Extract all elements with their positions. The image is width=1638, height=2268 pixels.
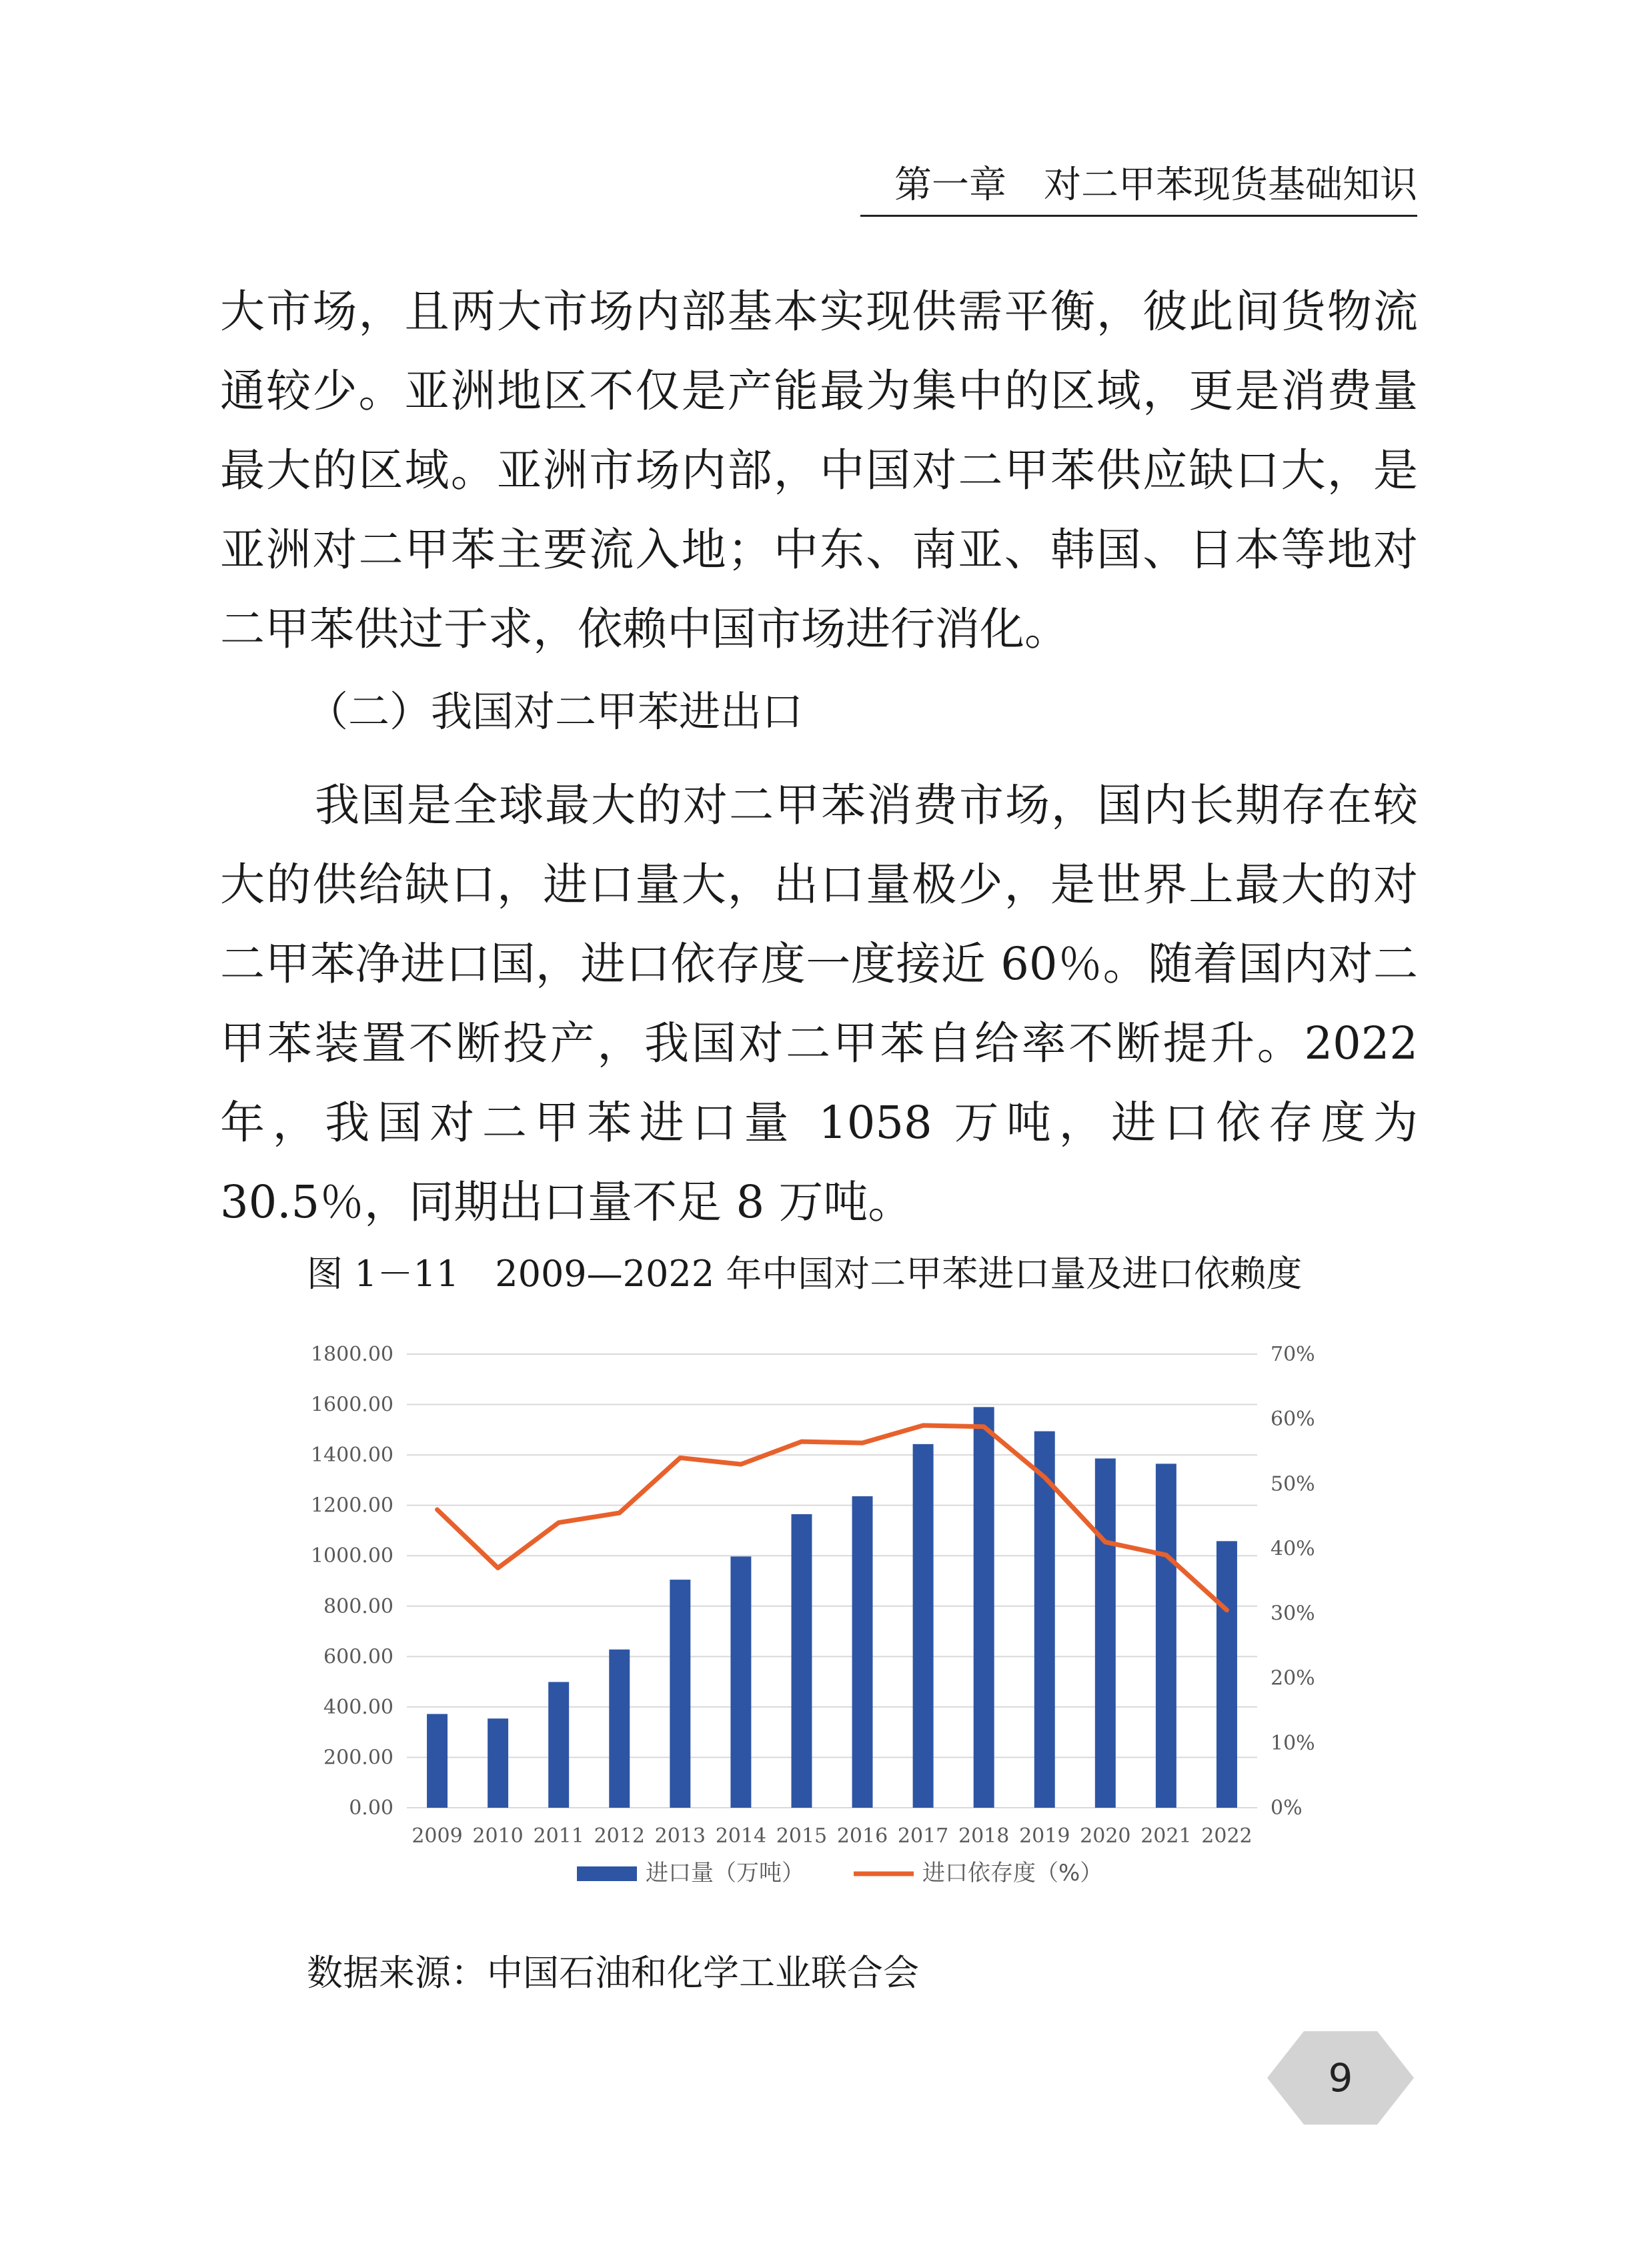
import-volume-bar (548, 1682, 569, 1808)
x-tick-label: 2015 (776, 1824, 828, 1848)
import-volume-bar (730, 1556, 751, 1808)
x-tick-label: 2018 (958, 1824, 1010, 1848)
dependency-point (1225, 1609, 1228, 1612)
y-left-tick-label: 1600.00 (310, 1393, 393, 1417)
dependency-point (618, 1512, 621, 1514)
y-left-tick-label: 200.00 (323, 1746, 393, 1770)
import-volume-bar (913, 1444, 934, 1808)
y-right-tick-label: 10% (1271, 1731, 1315, 1755)
legend-label-bar: 进口量（万吨） (646, 1860, 804, 1886)
header-rule (860, 215, 1417, 217)
legend-swatch-bar (577, 1866, 637, 1881)
x-tick-label: 2013 (654, 1824, 706, 1848)
figure-caption: 图 1－11 2009—2022 年中国对二甲苯进口量及进口依赖度 (307, 1253, 1303, 1295)
import-volume-bar (1095, 1458, 1116, 1808)
page-number: 9 (1328, 2055, 1353, 2101)
y-right-tick-label: 60% (1271, 1407, 1315, 1432)
x-tick-label: 2014 (715, 1824, 767, 1848)
dependency-point (1104, 1541, 1106, 1544)
data-source: 数据来源：中国石油和化学工业联合会 (307, 1952, 919, 1994)
y-left-tick-label: 1000.00 (310, 1544, 393, 1568)
y-left-tick-label: 400.00 (323, 1695, 393, 1719)
dependency-point (558, 1522, 560, 1524)
x-tick-label: 2022 (1201, 1824, 1253, 1848)
x-tick-label: 2021 (1140, 1824, 1192, 1848)
x-tick-label: 2011 (533, 1824, 584, 1848)
y-right-tick-label: 20% (1271, 1666, 1315, 1690)
import-volume-bar (1156, 1464, 1176, 1808)
import-volume-bar (1216, 1541, 1237, 1808)
y-left-tick-label: 600.00 (323, 1645, 393, 1669)
x-tick-label: 2020 (1080, 1824, 1131, 1848)
x-tick-label: 2017 (897, 1824, 949, 1848)
chart-svg (280, 1324, 1361, 1911)
x-tick-label: 2019 (1019, 1824, 1070, 1848)
x-tick-label: 2016 (836, 1824, 888, 1848)
dependency-point (861, 1442, 864, 1444)
section-subheading: （二）我国对二甲苯进出口 (307, 687, 804, 736)
dependency-point (497, 1567, 500, 1570)
import-volume-bar (670, 1580, 690, 1808)
y-left-tick-label: 0.00 (349, 1796, 393, 1820)
y-right-tick-label: 70% (1271, 1343, 1315, 1366)
y-left-tick-label: 1800.00 (310, 1343, 393, 1366)
x-tick-label: 2010 (472, 1824, 524, 1848)
page-number-badge (1267, 2031, 1414, 2125)
import-volume-bar (791, 1514, 812, 1808)
import-volume-bar (974, 1407, 994, 1808)
dependency-point (982, 1426, 985, 1428)
import-volume-bar (609, 1650, 630, 1808)
dependency-point (1164, 1554, 1167, 1556)
body-paragraph-1: 大市场，且两大市场内部基本实现供需平衡，彼此间货物流通较少。亚洲地区不仅是产能最为集中的区域，更是消费量最大的区域。亚洲市场内部，中国对二甲苯供应缺口大，是亚洲对二甲苯主要流入地；中东、南亚、韩国、日本等地对二甲苯供过于求，依赖中国市场进行消化。 (220, 286, 1418, 655)
import-volume-bar (852, 1496, 873, 1808)
dependency-point (740, 1463, 742, 1466)
y-left-tick-label: 1200.00 (310, 1494, 393, 1518)
body-paragraph-2: 我国是全球最大的对二甲苯消费市场，国内长期存在较大的供给缺口，进口量大，出口量极少，是世界上最大的对二甲苯净进口国，进口依存度一度接近 60％。随着国内对二甲苯装置不断投产，我国对二甲苯自给率不断提升。2022 年，我国对二甲苯进口量 1058 万吨，进口依存度为 30.5％，同期出口量不足 8 万吨。 (220, 779, 1418, 1228)
import-chart (280, 1324, 1361, 1911)
y-right-tick-label: 30% (1271, 1602, 1315, 1626)
import-volume-bar (427, 1714, 448, 1808)
y-left-tick-label: 800.00 (323, 1594, 393, 1618)
y-right-tick-label: 40% (1271, 1537, 1315, 1561)
legend-label-line: 进口依存度（%） (922, 1860, 1103, 1886)
y-left-tick-label: 1400.00 (310, 1444, 393, 1468)
import-volume-bar (488, 1718, 508, 1808)
dependency-point (922, 1424, 924, 1427)
dependency-point (679, 1456, 682, 1459)
dependency-point (1043, 1476, 1046, 1479)
x-tick-label: 2009 (412, 1824, 463, 1848)
running-header: 第一章 对二甲苯现货基础知识 (894, 163, 1417, 207)
y-right-tick-label: 50% (1271, 1472, 1315, 1496)
y-right-tick-label: 0% (1271, 1796, 1303, 1820)
dependency-point (800, 1440, 803, 1443)
dependency-point (436, 1508, 439, 1511)
x-tick-label: 2012 (594, 1824, 645, 1848)
